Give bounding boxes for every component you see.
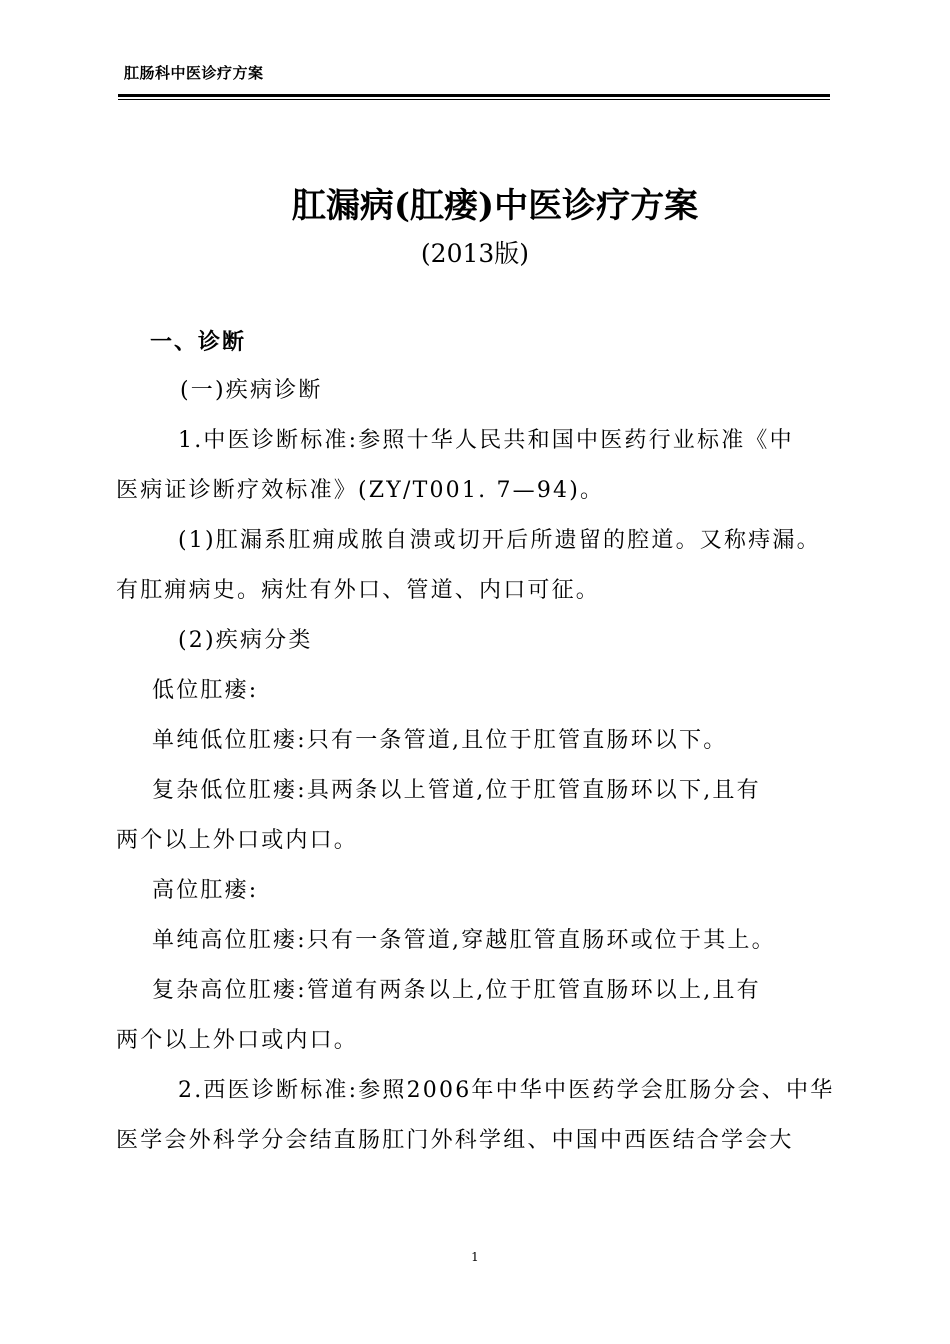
paragraph-line: 复杂高位肛瘘:管道有两条以上,位于肛管直肠环以上,且有 [152, 978, 761, 1003]
document-subtitle: (2013版) [420, 239, 530, 268]
header-rule-thin [118, 99, 830, 100]
paragraph-line: 2.西医诊断标准:参照2006年中华中医药学会肛肠分会、中华 [178, 1078, 835, 1103]
subsection-disease-diagnosis: (一)疾病诊断 [180, 378, 323, 403]
paragraph-line: 有肛痈病史。病灶有外口、管道、内口可征。 [116, 578, 601, 603]
paragraph-line: 两个以上外口或内口。 [116, 828, 359, 853]
paragraph-line: 低位肛瘘: [152, 678, 259, 703]
paragraph-line: (2)疾病分类 [178, 628, 313, 653]
paragraph-line: 医学会外科学分会结直肠肛门外科学组、中国中西医结合学会大 [116, 1128, 794, 1153]
running-header: 肛肠科中医诊疗方案 [124, 64, 264, 82]
section-heading-diagnosis: 一、诊断 [150, 330, 247, 355]
header-rule-thick [118, 94, 830, 97]
paragraph-line: 复杂低位肛瘘:具两条以上管道,位于肛管直肠环以下,且有 [152, 778, 761, 803]
paragraph-line: (1)肛漏系肛痈成脓自溃或切开后所遗留的腔道。又称痔漏。 [178, 528, 821, 553]
page-number: 1 [471, 1250, 479, 1264]
paragraph-line: 1.中医诊断标准:参照十华人民共和国中医药行业标准《中 [178, 428, 794, 453]
paragraph-line: 单纯低位肛瘘:只有一条管道,且位于肛管直肠环以下。 [152, 728, 728, 753]
paragraph-line: 单纯高位肛瘘:只有一条管道,穿越肛管直肠环或位于其上。 [152, 928, 776, 953]
paragraph-line: 医病证诊断疗效标准》(ZY/T001. 7—94)。 [116, 478, 605, 503]
paragraph-line: 两个以上外口或内口。 [116, 1028, 359, 1053]
paragraph-line: 高位肛瘘: [152, 878, 259, 903]
document-title: 肛漏病(肛瘘)中医诊疗方案 [291, 186, 699, 226]
